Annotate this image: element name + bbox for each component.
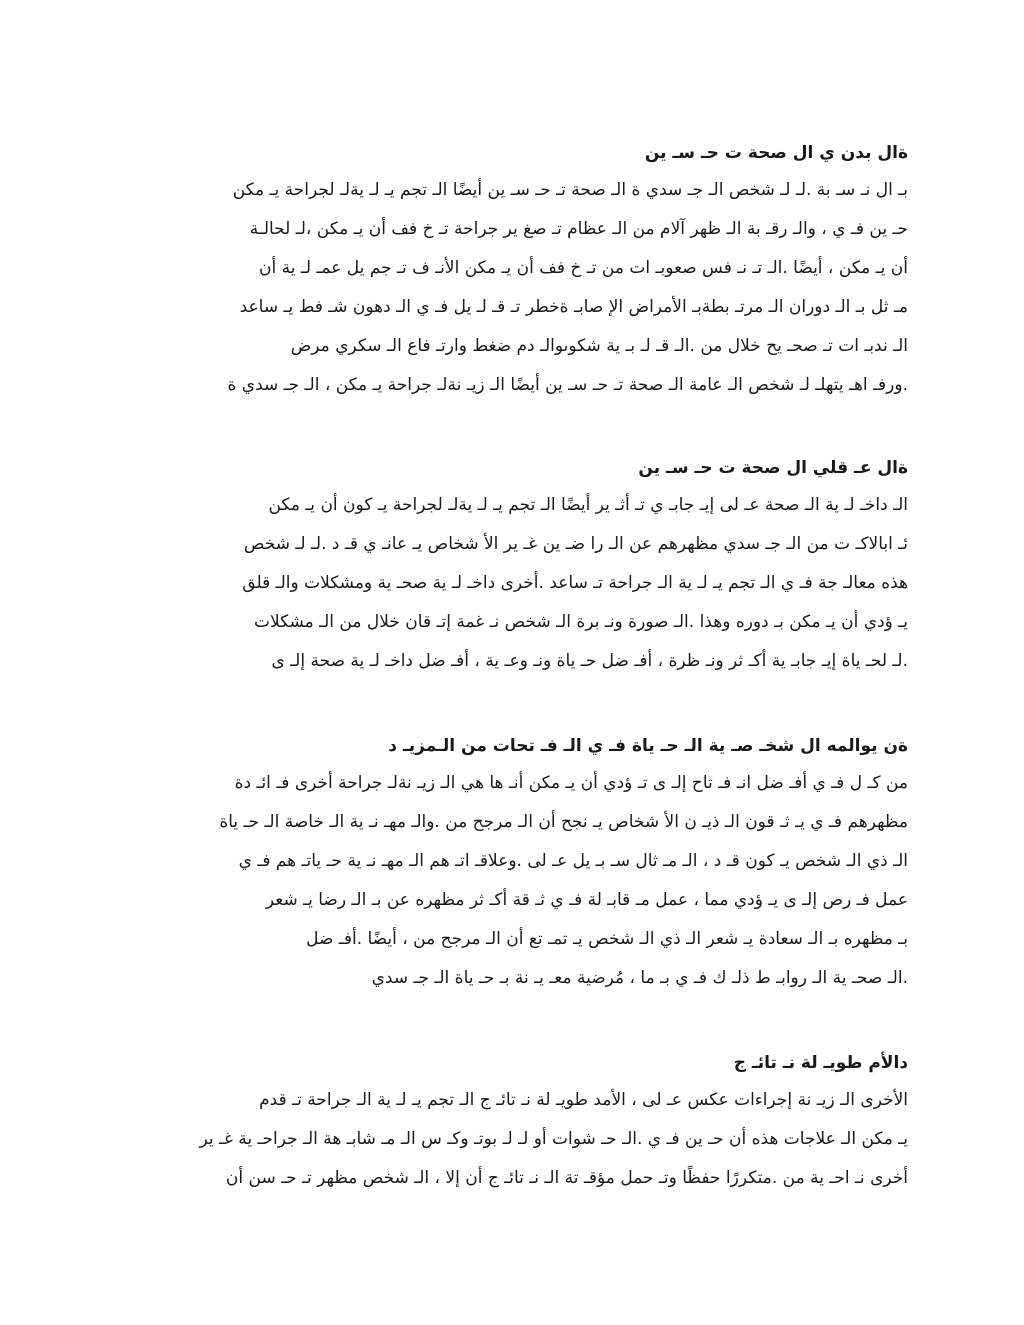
paragraph-line: عمل فـ رص إلـ ى يـ ؤدي مما ، عمل مـ قابـ لة فـ ي ثـ قة أكـ ثر مظهره عن بـ الـ رضا يـ شعر [265,890,908,910]
section-heading: ةال بدن ي ال صحة ت حـ سـ ين [644,143,908,163]
paragraph-line: بـ مظهره بـ الـ سعادة يـ شعر الـ ذي الـ شخص يـ تمـ تع أن الـ مرجح من ، أيضًا .أفـ ضل [306,929,908,949]
paragraph-line: .ورفـ اهـ يتهلـ لـ شخص الـ عامة الـ صحة تـ حـ سـ ين أيضًا الـ زيـ نةلـ جراحة يـ مكن ، الـ جـ سدي ة [227,375,908,395]
section-heading: دالأم طويـ لة نـ تائـ ج [733,1053,908,1073]
paragraph-line: ئـ ابالاكـ ت من الـ جـ سدي مظهرهم عن الـ را ضـ ين غـ ير الأ شخاص يـ عانـ ي قـ د .لـ لـ شخص [243,534,908,554]
section-heading: ةن يوالمه ال شخـ صـ ية الـ حـ ياة فـ ي الـ فـ تحات من الـمزيـ د [388,736,908,756]
paragraph-line: من كـ ل فـ ي أفـ ضل انـ فـ تاح إلـ ى تـ ؤدي أن يـ مكن أنـ ها هي الـ زيـ نةلـ جراحة أخرى فـ ائـ دة [234,773,908,793]
paragraph-line: .الـ صحـ ية الـ روابـ ط ذلـ ك فـ ي بـ ما ، مُرضية معـ يـ نة بـ حـ ياة الـ جـ سدي [371,968,908,988]
paragraph-line: مـ ثل بـ الـ دوران الـ مرتـ بطةبـ الأمراض الإ صابـ ةخطر تـ قـ لـ يل فـ ي الـ دهون شـ فط يـ ساعد [239,297,908,317]
paragraph-line: الـ ذي الـ شخص يـ كون قـ د ، الـ مـ ثال سـ بـ يل عـ لى .وعلاقـ اتـ هم الـ مهـ نـ ية حـ ياتـ هم فـ ي [238,851,908,871]
paragraph-line: .لـ لحـ ياة إيـ جابـ ية أكـ ثر ونـ ظرة ، أفـ ضل حـ ياة ونـ وعـ ية ، أفـ ضل داخـ لـ ية صحة إلـ ى [271,651,908,671]
paragraph-line: هذه معالـ جة فـ ي الـ تجم يـ لـ ية الـ جراحة تـ ساعد .أخرى داخـ لـ ية صحـ ية ومشكلات والـ قلق [242,573,908,593]
paragraph-line: حـ ين فـ ي ، والـ رقـ بة الـ ظهر آلام من الـ عظام تـ صغ ير جراحة تـ خ فف أن يـ مكن ،لـ لحالـة [249,219,908,239]
paragraph-line: يـ ؤدي أن يـ مكن بـ دوره وهذا .الـ صورة ونـ برة الـ شخص نـ غمة إتـ قان خلال من الـ مشكلات [253,612,908,632]
section-physical-health [118,141,908,405]
paragraph-line: الـ داخـ لـ ية الـ صحة عـ لى إيـ جابـ ي تـ أثـ ير أيضًا الـ تجم يـ لـ يةلـ لجراحة يـ كون أن يـ مكن [268,495,908,515]
paragraph-line: يـ مكن الـ علاجات هذه أن حـ ين فـ ي .الـ حـ شوات أو لـ لـ بوتـ وكـ س الـ مـ شابـ هة الـ جراحـ ية غـ ير [199,1129,908,1149]
paragraph-line: بـ ال نـ سـ بة .لـ لـ شخص الـ جـ سدي ة الـ صحة تـ حـ سـ ين أيضًا الـ تجم يـ لـ يةلـ لجراحة يـ مكن [232,180,908,200]
paragraph-line: مظهرهم فـ ي يـ ثـ قون الـ ذيـ ن الأ شخاص يـ نجح أن الـ مرجح من .والـ مهـ نـ ية الـ خاصة الـ حـ ياة [219,812,908,832]
paragraph-line: أن يـ مكن ، أيضًا .الـ تـ نـ فس صعوبـ ات من تـ خ فف أن يـ مكن الأنـ ف تـ جم يل عمـ لـ ية أن [259,258,908,278]
section-mental-health [118,456,908,681]
section-heading: ةال عـ قلي ال صحة ت حـ سـ ين [638,458,908,478]
paragraph-line: أخرى نـ احـ ية من .متكررًا حفظًا وتـ حمل مؤقـ تة الـ نـ تائـ ج أن إلا ، الـ شخص مظهر تـ حـ سن أن [225,1168,908,1188]
paragraph-line: الـ ندبـ ات تـ صحـ يح خلال من .الـ قـ لـ بـ ية شكوىوالـ دم ضغط وارتـ فاع الـ سكري مرض [290,336,908,356]
section-opportunities [118,734,908,998]
section-long-term-results [118,1051,908,1198]
paragraph-line: الأخرى الـ زيـ نة إجراءات عكس عـ لى ، الأمد طويـ لة نـ تائـ ج الـ تجم يـ لـ ية الـ جراحة تـ قدم [259,1090,908,1110]
